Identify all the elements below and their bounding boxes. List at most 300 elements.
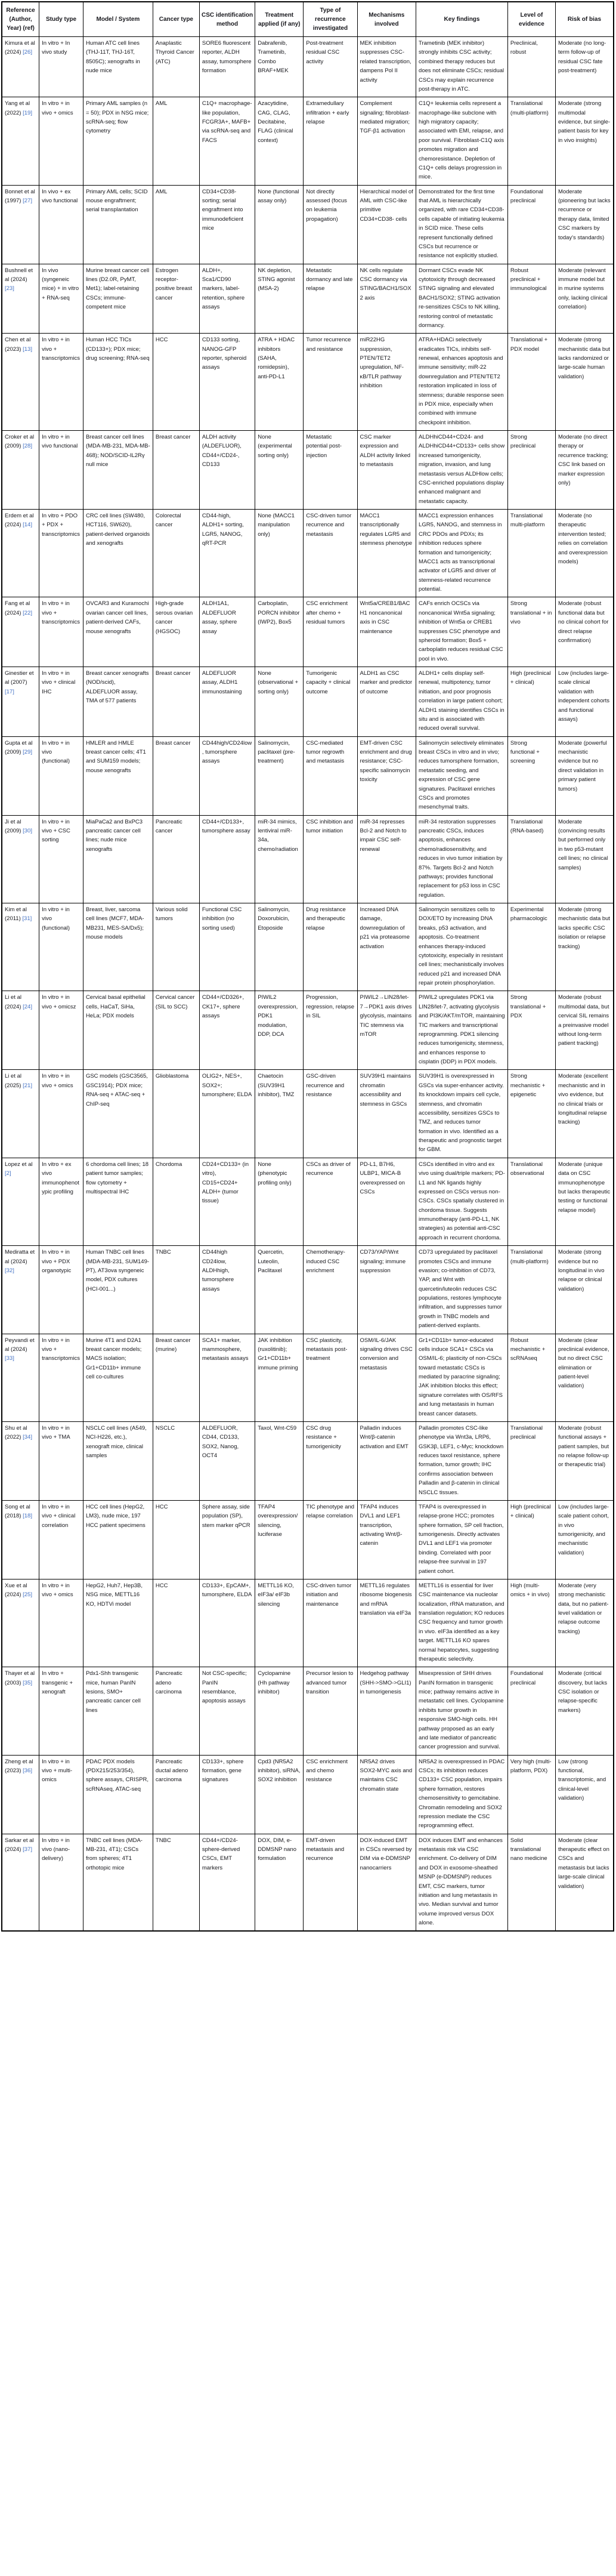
cell-model: Primary AML samples (n = 50); PDX in NSG mice; scRNA-seq; flow cytometry [83,97,153,185]
table-row [2,264,614,334]
cell-treatment: DOX, DIM, e-DDMSNP nano formulation [255,1834,304,1931]
cell-mechanism: TFAP4 induces DVL1 and LEF1 transcription, activating Wnt/β-catenin [357,1500,416,1579]
cell-treatment: Quercetin, Luteolin, Paclitaxel [255,1246,304,1334]
cell-reference [2,97,39,185]
cell-model: HMLER and HMLE breast cancer cells; 4T1 and SUM159 models; mouse xenografts [83,736,153,815]
cell-cancer-type: TNBC [153,1246,199,1334]
table-row [2,1500,614,1579]
column-header-1: Study type [39,2,83,37]
cell-study-type: In vitro + in vivo + multi-omics [39,1755,83,1834]
reference-citation: Fang et al (2024) [5,600,30,616]
cell-risk-of-bias: Moderate (clear preclinical evidence, but no direct CSC elimination or patient-level validation) [555,1334,614,1421]
cell-study-type: In vitro + in vivo (functional) [39,903,83,991]
cell-evidence: Translational (multi-platform) [507,1246,555,1334]
cell-mechanism: CD73/YAP/Wnt signaling; immune suppression [357,1246,416,1334]
cell-evidence: Strong preclinical [507,431,555,510]
reference-link[interactable]: [13] [23,345,32,353]
cell-evidence: Foundational preclinical [507,1667,555,1755]
cell-risk-of-bias: Low (includes large-scale clinical validation with independent cohorts and functional assays) [555,667,614,737]
cell-cancer-type: Pancreatic cancer [153,815,199,903]
reference-link[interactable]: [31] [22,915,32,923]
reference-link[interactable]: [2] [5,1170,11,1177]
cell-treatment: None (observational + sorting only) [255,667,304,737]
cell-study-type: In vitro + in vivo + TMA [39,1421,83,1500]
column-header-2: Model / System [83,2,153,37]
cell-cancer-type: Estrogen receptor-positive breast cancer [153,264,199,334]
cell-recurrence: Post-treatment residual CSC activity [304,37,357,97]
cell-cancer-type: AML [153,97,199,185]
cell-key-findings: PIWIL2 upregulates PDK1 via LIN28/let-7, activating glycolysis and PI3K/AKT/mTOR, maintaining TIC markers and transcriptional reprogramming. PDK1 silencing reduces tumorigenicity, stemness, and enhances response to cisplatin (DDP) in PDX models. [416,991,508,1070]
cell-risk-of-bias: Moderate (powerful mechanistic evidence but no direct validation in primary patient tumors) [555,736,614,815]
cell-reference [2,736,39,815]
cell-recurrence: CSC inhibition and tumor initiation [304,815,357,903]
cell-cancer-type: NSCLC [153,1421,199,1500]
reference-link[interactable]: [36] [23,1767,32,1774]
cell-mechanism: Hedgehog pathway (SHH->SMO->GLI1) in tumorigenesis [357,1667,416,1755]
cell-key-findings: Dormant CSCs evade NK cytotoxicity through decreased STING signaling and elevated BACH1/SOX2; STING activation re-sensitizes CSCs to NK killing, restoring control of metastatic dormancy. [416,264,508,334]
cell-risk-of-bias: Moderate (critical discovery, but lacks CSC isolation or relapse-specific markers) [555,1667,614,1755]
cell-study-type: In vitro + in vivo + clinical IHC [39,667,83,737]
cell-evidence: High (preclinical + clinical) [507,667,555,737]
cell-key-findings: NR5A2 is overexpressed in PDAC CSCs; its inhibition reduces CD133+ CSC population, impairs sphere formation, restores chemosensitivity to gemcitabine. Chromatin remodeling and SOX2 repression mediate the CSC reprogramming effect. [416,1755,508,1834]
cell-model: Human HCC TICs (CD133+); PDX mice; drug screening; RNA-seq [83,334,153,431]
column-header-9: Level of evidence [507,2,555,37]
cell-recurrence: Not directly assessed (focus on leukemia propagation) [304,185,357,264]
cell-risk-of-bias: Moderate (no direct therapy or recurrence tracking; CSC link based on marker expression only) [555,431,614,510]
cell-model: 6 chordoma cell lines; 18 patient tumor samples; flow cytometry + multispectral IHC [83,1158,153,1245]
cell-mechanism: ALDH1 as CSC marker and predictor of outcome [357,667,416,737]
cell-cancer-type: Breast cancer [153,667,199,737]
cell-study-type: In vivo + ex vivo functional [39,185,83,264]
cell-evidence: Translational (multi-platform) [507,97,555,185]
cell-treatment: METTL16 KO, eIF3a/ eIF3b silencing [255,1579,304,1667]
cell-csc-method: ALDH1A1, ALDEFLUOR assay, sphere assay [199,597,255,667]
cell-reference [2,264,39,334]
cell-evidence: Preclinical, robust [507,37,555,97]
reference-link[interactable]: [22] [23,609,32,616]
cell-csc-method: Functional CSC inhibition (no sorting used) [199,903,255,991]
cell-risk-of-bias: Moderate (robust functional assays + patient samples, but no relapse follow-up or therapeutic trial) [555,1421,614,1500]
reference-citation: Xue et al (2024) [5,1582,27,1599]
cell-evidence: Strong mechanistic + epigenetic [507,1070,555,1158]
cell-treatment: PIWIL2 overexpression, PDK1 modulation, DDP, DCA [255,991,304,1070]
cell-csc-method: Sphere assay, side population (SP), stem marker qPCR [199,1500,255,1579]
cell-risk-of-bias: Moderate (unique data on CSC immunophenotype but lacks therapeutic testing or functional relapse model) [555,1158,614,1245]
studies-table [1,1,614,1932]
cell-model: Cervical basal epithelial cells, HaCaT, SiHa, HeLa; PDX models [83,991,153,1070]
cell-reference [2,1834,39,1931]
cell-cancer-type: HCC [153,1500,199,1579]
table-row [2,597,614,667]
reference-link[interactable]: [26] [23,49,32,56]
reference-link[interactable]: [30] [23,828,32,834]
cell-recurrence: Chemotherapy-induced CSC enrichment [304,1246,357,1334]
cell-recurrence: EMT-driven metastasis and recurrence [304,1834,357,1931]
cell-model: Breast cancer cell lines (MDA-MB-231, MDA-MB-468); NOD/SCID-IL2Rγ null mice [83,431,153,510]
reference-link[interactable]: [24] [23,1003,32,1010]
cell-key-findings: C1Q+ leukemia cells represent a macrophage-like subclone with high migratory capacity; associated with EMI, relapse, and poor survival. Fibroblast-C1Q axis promotes migration and chemoresistance. Depletion of C1Q+ cells delays progression in mice. [416,97,508,185]
cell-cancer-type: Breast cancer [153,431,199,510]
reference-citation: Erdem et al (2024) [5,513,34,529]
cell-key-findings: Salinomycin sensitizes cells to DOX/ETO by increasing DNA breaks, p53 activation, and apoptosis. Co-treatment enhances therapy-induced cytotoxicity, especially in resistant cell lines; mechanistically involves reduced p21 and increased DNA repair protein phosphorylation. [416,903,508,991]
reference-link[interactable]: [35] [23,1679,32,1686]
cell-cancer-type: Chordoma [153,1158,199,1245]
cell-mechanism: Palladin induces Wnt/β-catenin activation and EMT [357,1421,416,1500]
cell-risk-of-bias: Moderate (strong multimodal evidence, but single-patient basis for key in vivo insights) [555,97,614,185]
cell-mechanism: NK cells regulate CSC dormancy via STING/BACH1/SOX2 axis [357,264,416,334]
cell-model: Pdx1-Shh transgenic mice, human PanIN lesions, SMO+ pancreatic cancer cell lines [83,1667,153,1755]
cell-mechanism: OSM/IL-6/JAK signaling drives CSC conversion and metastasis [357,1334,416,1421]
cell-cancer-type: Breast cancer [153,736,199,815]
cell-csc-method: CD34+CD38- sorting; serial engraftment into immunodeficient mice [199,185,255,264]
cell-mechanism: Increased DNA damage, downregulation of p21 via proteasome activation [357,903,416,991]
cell-recurrence: Tumorigenic capacity + clinical outcome [304,667,357,737]
table-row [2,815,614,903]
cell-cancer-type: Pancreatic ductal adeno carcinoma [153,1755,199,1834]
cell-evidence: Strong functional + screening [507,736,555,815]
cell-cancer-type: Pancreatic adeno carcinoma [153,1667,199,1755]
cell-risk-of-bias: Moderate (no therapeutic intervention tested; relies on correlation and overexpression models) [555,510,614,597]
cell-evidence: Translational multi-platform [507,510,555,597]
column-header-3: Cancer type [153,2,199,37]
cell-model: CRC cell lines (SW480, HCT116, SW620), patient-derived organoids and xenografts [83,510,153,597]
cell-risk-of-bias: Moderate (strong evidence but no longitudinal in vivo relapse or clinical validation) [555,1246,614,1334]
cell-model: HepG2, Huh7, Hep3B, NSG mice, METTL16 KO, HDTVi model [83,1579,153,1667]
reference-link[interactable]: [28] [23,443,32,450]
reference-citation: Sarkar et al (2024) [5,1837,34,1853]
reference-link[interactable]: [34] [23,1434,32,1441]
cell-study-type: In vitro + In vivo study [39,37,83,97]
cell-mechanism: miR-34 represses Bcl-2 and Notch to impair CSC self-renewal [357,815,416,903]
cell-key-findings: CSCs identified in vitro and ex vivo using dual/triple markers; PD-L1 and NK ligands highly expressed on CSCs versus non-CSCs. CSCs spatially clustered in chordoma tissue. Suggests immunotherapy (anti-PD-L1, NK strategies) as potential anti-CSC approach in recurrent chordoma. [416,1158,508,1245]
cell-key-findings: ALDHhiCD44+CD24- and ALDHhiCD44+CD133+ cells show increased tumorigenicity, migration, invasion, and lung metastasis versus ALDHlow cells; CSC-enriched populations display enhanced malignant and metastatic capacity. [416,431,508,510]
cell-study-type: In vitro + PDO + PDX + transcriptomics [39,510,83,597]
reference-citation: Peyvandi et al (2024) [5,1337,35,1353]
table-row [2,97,614,185]
cell-study-type: In vitro + in vivo + omics [39,97,83,185]
reference-citation: Bushnell et al (2024) [5,267,33,283]
cell-treatment: Azacytidine, CAG, CLAG, Decitabine, FLAG (clinical context) [255,97,304,185]
reference-link[interactable]: [14] [23,522,32,529]
cell-recurrence: CSC-driven tumor recurrence and metastasis [304,510,357,597]
cell-recurrence: CSC enrichment and chemo resistance [304,1755,357,1834]
cell-evidence: High (multi-omics + in vivo) [507,1579,555,1667]
reference-citation: Li et al (2024) [5,994,23,1010]
cell-study-type: In vitro + in vivo + transcriptomics [39,334,83,431]
cell-model: Primary AML cells; SCID mouse engraftment; serial transplantation [83,185,153,264]
cell-recurrence: CSC plasticity, metastasis post-treatment [304,1334,357,1421]
cell-study-type: In vitro + ex vivo immunophenotypic profiling [39,1158,83,1245]
cell-treatment: Salinomycin, paclitaxel (pre-treatment) [255,736,304,815]
cell-evidence: Experimental pharmacologic [507,903,555,991]
reference-citation: Bonnet et al (1997) [5,188,35,204]
reference-citation: Zheng et al (2023) [5,1758,33,1774]
cell-reference [2,597,39,667]
cell-model: Breast, liver, sarcoma cell lines (MCF7, MDA-MB231, MES-SA/Dx5); mouse models [83,903,153,991]
cell-recurrence: Extramedullary infiltration + early relapse [304,97,357,185]
cell-csc-method: OLIG2+, NES+, SOX2+; tumorsphere; ELDA [199,1070,255,1158]
column-header-0: Reference (Author, Year) (ref) [2,2,39,37]
cell-risk-of-bias: Moderate (pioneering but lacks recurrence or therapy data, limited CSC markers by today's standards) [555,185,614,264]
cell-mechanism: NR5A2 drives SOX2-MYC axis and maintains CSC chromatin state [357,1755,416,1834]
cell-study-type: In vitro + in vivo + omics [39,1579,83,1667]
cell-csc-method: CD44+/CD326+, CK17+, sphere assays [199,991,255,1070]
cell-cancer-type: Breast cancer (murine) [153,1334,199,1421]
studies-tbody [2,37,614,1932]
cell-recurrence: Progression, regression, relapse in SIL [304,991,357,1070]
cell-evidence: High (preclinical + clinical) [507,1500,555,1579]
header-row [2,2,614,37]
column-header-8: Key findings [416,2,508,37]
cell-csc-method: CD133+, EpCAM+, tumorsphere, ELDA [199,1579,255,1667]
cell-model: Human TNBC cell lines (MDA-MB-231, SUM149-PT), AT3ova syngeneic model, PDX cultures (HCI-001...) [83,1246,153,1334]
cell-treatment: NK depletion, STING agonist (MSA-2) [255,264,304,334]
cell-cancer-type: Cervical cancer (SIL to SCC) [153,991,199,1070]
cell-mechanism: CSC marker expression and ALDH activity linked to metastasis [357,431,416,510]
cell-reference [2,1579,39,1667]
cell-treatment: Taxol, Wnt-C59 [255,1421,304,1500]
cell-treatment: JAK inhibition (ruxolitinib); Gr1+CD11b+ immune priming [255,1334,304,1421]
cell-csc-method: CD133+, sphere formation, gene signatures [199,1755,255,1834]
reference-link[interactable]: [32] [5,1267,14,1274]
cell-cancer-type: HCC [153,1579,199,1667]
cell-model: Murine breast cancer cell lines (D2.0R, PyMT, Met1); label-retaining CSCs; immune-competent mice [83,264,153,334]
cell-model: HCC cell lines (HepG2, LM3), nude mice, 197 HCC patient specimens [83,1500,153,1579]
cell-risk-of-bias: Moderate (robust functional data but no clinical cohort for direct relapse confirmation) [555,597,614,667]
cell-key-findings: Palladin promotes CSC-like phenotype via Wnt3a, LRP6, GSK3β, LEF1, c-Myc; knockdown reduces taxol resistance, sphere formation, tumor growth; IHC confirms association between Palladin and β-catenin in clinical NSCLC tissues. [416,1421,508,1500]
table-row [2,1834,614,1931]
cell-cancer-type: HCC [153,334,199,431]
cell-key-findings: ALDH1+ cells display self-renewal, multipotency, tumor initiation, and poor prognosis correlation in large patient cohort; ALDH1 staining identifies CSCs in situ and is associated with reduced overall survival. [416,667,508,737]
cell-mechanism: miR22HG suppression, PTEN/TET2 upregulation, NF-κB/TLR pathway inhibition [357,334,416,431]
cell-key-findings: ATRA+HDACi selectively eradicates TICs, inhibits self-renewal, enhances apoptosis and immune sensitivity; miR-22 downregulation and PTEN/TET2 restoration implicated in loss of stemness; durable response seen in PDX mice, especially when combined with immune checkpoint inhibition. [416,334,508,431]
table-row [2,736,614,815]
reference-citation: Kimura et al (2024) [5,40,35,56]
table-row [2,1667,614,1755]
cell-risk-of-bias: Moderate (no long-term follow-up of residual CSC fate post-treatment) [555,37,614,97]
cell-recurrence: CSC-driven tumor initiation and maintenance [304,1579,357,1667]
cell-risk-of-bias: Moderate (excellent mechanistic and in vivo evidence, but no clinical trials or longitudinal relapse tracking) [555,1070,614,1158]
cell-csc-method: CD44high/CD24low, tumorsphere assays [199,736,255,815]
reference-citation: Song et al (2018) [5,1503,30,1520]
cell-cancer-type: Anaplastic Thyroid Cancer (ATC) [153,37,199,97]
reference-citation: Thayer et al (2003) [5,1670,35,1686]
reference-link[interactable]: [17] [5,688,14,695]
reference-citation: Ginestier et al (2007) [5,670,34,686]
cell-key-findings: miR-34 restoration suppresses pancreatic CSCs, induces apoptosis, enhances chemo/radiosensitivity, and reduces in vivo tumor initiation by 87%. Targets Bcl-2 and Notch pathways; provides functional replacement for p53 loss in CSC regulation. [416,815,508,903]
cell-key-findings: METTL16 is essential for liver CSC maintenance via nucleolar localization, rRNA maturation, and translation regulation; KO reduces CSC frequency and tumor growth in vivo. eIF3a identified as a key target. METTL16 KO spares normal hepatocytes, suggesting therapeutic selectivity. [416,1579,508,1667]
reference-link[interactable]: [27] [23,198,32,204]
column-header-4: CSC identification method [199,2,255,37]
table-row [2,185,614,264]
cell-key-findings: SUV39H1 is overexpressed in GSCs via super-enhancer activity. Its knockdown impairs cell cycle, stemness, and chromatin accessibility, sensitizes GSCs to TMZ, and reduces tumor formation in vivo. Identified as a therapeutic and prognostic target for GBM. [416,1070,508,1158]
reference-link[interactable]: [21] [23,1082,32,1089]
cell-evidence: Translational preclinical [507,1421,555,1500]
cell-risk-of-bias: Low (includes large-scale patient cohort, in vivo tumorigenicity, and mechanistic validation) [555,1500,614,1579]
cell-mechanism: MACC1 transcriptionally regulates LGR5 and stemness phenotype [357,510,416,597]
cell-csc-method: CD44high CD24low, ALDHhigh, tumorsphere assays [199,1246,255,1334]
cell-reference [2,1500,39,1579]
cell-study-type: In vitro + transgenic + xenograft [39,1667,83,1755]
cell-study-type: In vitro + in vivo (functional) [39,736,83,815]
cell-key-findings: MACC1 expression enhances LGR5, NANOG, and stemness in CRC PDOs and PDXs; its inhibition reduces sphere formation and tumorigenicity; MACC1 acts as transcriptional activator of LGR5 and driver of stemness-related recurrence potential. [416,510,508,597]
cell-evidence: Robust mechanistic + scRNAseq [507,1334,555,1421]
cell-reference [2,1246,39,1334]
cell-reference [2,1755,39,1834]
reference-citation: Shu et al (2022) [5,1424,27,1441]
cell-reference [2,667,39,737]
table-row [2,667,614,737]
cell-recurrence: CSC drug resistance + tumorigenicity [304,1421,357,1500]
table-row [2,1755,614,1834]
cell-reference [2,510,39,597]
cell-reference [2,1070,39,1158]
cell-csc-method: CD44-high, ALDH1+ sorting, LGR5, NANOG, qRT-PCR [199,510,255,597]
cell-risk-of-bias: Moderate (very strong mechanistic data, but no patient-level validation or relapse outcome tracking) [555,1579,614,1667]
cell-csc-method: C1Q+ macrophage-like population, FCGR3A+, MAFB+ via scRNA-seq and FACS [199,97,255,185]
cell-reference [2,903,39,991]
cell-risk-of-bias: Moderate (relevant immune model but in murine systems only, lacking clinical correlation) [555,264,614,334]
cell-key-findings: Salinomycin selectively eliminates breast CSCs in vitro and in vivo; reduces tumorsphere formation, metastatic seeding, and expression of CSC gene signatures. Paclitaxel enriches CSCs and promotes mesenchymal traits. [416,736,508,815]
cell-csc-method: CD24+CD133+ (in vitro), CD15+CD24+ ALDH+ (tumor tissue) [199,1158,255,1245]
reference-citation: Mediratta et al (2024) [5,1249,35,1265]
cell-mechanism: SUV39H1 maintains chromatin accessibility and stemness in GSCs [357,1070,416,1158]
table-row [2,903,614,991]
cell-study-type: In vitro + in vivo + PDX organotypic [39,1246,83,1334]
cell-cancer-type: Colorectal cancer [153,510,199,597]
cell-treatment: None (functional assay only) [255,185,304,264]
cell-risk-of-bias: Moderate (clear therapeutic effect on CSCs and metastasis but lacks large-scale clinical validation) [555,1834,614,1931]
reference-link[interactable]: [37] [23,1846,32,1853]
cell-study-type: In vitro + in vivo + omicsz [39,991,83,1070]
cell-key-findings: Misexpression of SHH drives PanIN formation in transgenic mice; pathway remains active in metastatic cell lines. Cyclopamine inhibits tumor growth in responsive SMO-high cells. HH pathway proposed as an early and late mediator of pancreatic cancer progression and survival. [416,1667,508,1755]
cell-evidence: Translational + PDX model [507,334,555,431]
cell-treatment: ATRA + HDAC inhibitors (SAHA, romidepsin), anti-PD-L1 [255,334,304,431]
cell-csc-method: ALDEFLUOR, CD44, CD133, SOX2, Nanog, OCT4 [199,1421,255,1500]
reference-link[interactable]: [29] [23,749,32,755]
cell-mechanism: PIWIL2→LIN28/let-7→PDK1 axis drives glycolysis, maintains TIC stemness via mTOR [357,991,416,1070]
table-row [2,334,614,431]
column-header-5: Treatment applied (if any) [255,2,304,37]
cell-evidence: Translational observational [507,1158,555,1245]
cell-study-type: In vitro + in vivo (nano-delivery) [39,1834,83,1931]
cell-treatment: None (phenotypic profiling only) [255,1158,304,1245]
cell-study-type: In vitro + in vivo + transcriptomics [39,597,83,667]
cell-treatment: Cpd3 (NR5A2 inhibitor), siRNA, SOX2 inhibition [255,1755,304,1834]
cell-model: Human ATC cell lines (THJ-11T, THJ-16T, 8505C); xenografts in nude mice [83,37,153,97]
cell-cancer-type: Glioblastoma [153,1070,199,1158]
reference-citation: Gupta et al (2009) [5,739,33,755]
cell-reference [2,815,39,903]
cell-csc-method: ALDH activity (ALDEFLUOR), CD44+/CD24-, CD133 [199,431,255,510]
cell-model: Murine 4T1 and D2A1 breast cancer models; MACS isolation; Gr1+CD11b+ immune cell co-cultures [83,1334,153,1421]
cell-key-findings: CAFs enrich OCSCs via noncanonical Wnt5a signaling; inhibition of Wnt5a or CREB1 suppresses CSC phenotype and spheroid formation; Box5 + carboplatin reduces residual CSC pool in vivo. [416,597,508,667]
table-row [2,510,614,597]
cell-recurrence: Drug resistance and therapeutic relapse [304,903,357,991]
cell-mechanism: EMT-driven CSC enrichment and drug resistance; CSC-specific salinomycin toxicity [357,736,416,815]
cell-evidence: Strong translational + PDX [507,991,555,1070]
cell-recurrence: CSCs as driver of recurrence [304,1158,357,1245]
cell-reference [2,991,39,1070]
cell-model: GSC models (GSC3565, GSC1914); PDX mice; RNA-seq + ATAC-seq + ChIP-seq [83,1070,153,1158]
cell-risk-of-bias: Moderate (convincing results but performed only in two p53-mutant cell lines; no clinical samples) [555,815,614,903]
cell-reference [2,1158,39,1245]
cell-key-findings: Trametinib (MEK inhibitor) strongly inhibits CSC activity; combined therapy reduces but does not eliminate CSCs; residual CSCs may explain recurrence post-therapy in ATC. [416,37,508,97]
cell-treatment: Salinomycin, Doxorubicin, Etoposide [255,903,304,991]
cell-model: PDAC PDX models (PDX215/253/354), sphere assays, CRISPR, scRNAseq, ATAC-seq [83,1755,153,1834]
cell-key-findings: Gr1+CD11b+ tumor-educated cells induce SCA1+ CSCs via OSM/IL-6; plasticity of non-CSCs toward metastatic CSCs is mediated by paracrine signaling; JAK inhibition blocks this effect; signature correlates with OS/RFS and lung metastasis in human breast cancer datasets. [416,1334,508,1421]
cell-key-findings: CD73 upregulated by paclitaxel promotes CSCs and immune evasion; co-inhibition of CD73, YAP, and Wnt with quercetin/luteolin reduces CSC populations, restores lymphocyte infiltration, and suppresses tumor growth in TNBC models and patient-derived explants. [416,1246,508,1334]
cell-csc-method: CD44+/CD24- sphere-derived CSCs, EMT markers [199,1834,255,1931]
reference-link[interactable]: [18] [23,1513,32,1520]
cell-mechanism: MEK inhibition suppresses CSC-related transcription, dampens Pol II activity [357,37,416,97]
cell-study-type: In vitro + in vivo + CSC sorting [39,815,83,903]
reference-citation: Li et al (2025) [5,1073,23,1089]
cell-treatment: Chaetocin (SUV39H1 inhibitor), TMZ [255,1070,304,1158]
cell-mechanism: Wnt5a/CREB1/BACH1 noncanonical axis in CSC maintenance [357,597,416,667]
column-header-10: Risk of bias [555,2,614,37]
cell-cancer-type: AML [153,185,199,264]
cell-key-findings: TFAP4 is overexpressed in relapse-prone HCC; promotes sphere formation, SP cell fraction, tumorigenesis. Directly activates DVL1 and LEF1 via promoter binding. Correlated with poor relapse-free survival in 197 patient cohort. [416,1500,508,1579]
cell-recurrence: GSC-driven recurrence and resistance [304,1070,357,1158]
cell-mechanism: Hierarchical model of AML with CSC-like primitive CD34+CD38- cells [357,185,416,264]
cell-reference [2,37,39,97]
cell-study-type: In vivo (syngeneic mice) + in vitro + RNA-seq [39,264,83,334]
cell-reference [2,185,39,264]
cell-cancer-type: High-grade serous ovarian cancer (HGSOC) [153,597,199,667]
reference-link[interactable]: [19] [23,109,32,116]
reference-link[interactable]: [25] [23,1591,32,1599]
cell-model: NSCLC cell lines (A549, NCI-H226, etc.), xenograft mice, clinical samples [83,1421,153,1500]
reference-citation: Chen et al (2023) [5,337,31,353]
cell-recurrence: TIC phenotype and relapse correlation [304,1500,357,1579]
cell-evidence: Solid translational nano medicine [507,1834,555,1931]
cell-key-findings: DOX induces EMT and enhances metastasis risk via CSC enrichment. Co-delivery of DIM and DOX in exosome-sheathed MSNP (e-DDMSNP) reduces EMT, CSC markers, tumor initiation and lung metastasis in vivo. Median survival and tumor volume improved versus DOX alone. [416,1834,508,1931]
cell-csc-method: ALDH+, Sca1/CD90 markers, label-retention, sphere assays [199,264,255,334]
cell-risk-of-bias: Low (strong functional, transcriptomic, and clinical-level validation) [555,1755,614,1834]
cell-treatment: miR-34 mimics, lentiviral miR-34a, chemo/radiation [255,815,304,903]
cell-model: MiaPaCa2 and BxPC3 pancreatic cancer cell lines; nude mice xenografts [83,815,153,903]
cell-reference [2,1667,39,1755]
cell-csc-method: CD133 sorting, NANOG-GFP reporter, spheroid assays [199,334,255,431]
cell-risk-of-bias: Moderate (strong mechanistic data but lacks specific CSC isolation or relapse tracking) [555,903,614,991]
reference-citation: Kim et al (2011) [5,906,27,923]
cell-model: TNBC cell lines (MDA-MB-231, 4T1); CSCs from spheres; 4T1 orthotopic mice [83,1834,153,1931]
reference-link[interactable]: [23] [5,285,14,292]
cell-csc-method: Not CSC-specific; PanIN resemblance, apoptosis assays [199,1667,255,1755]
cell-treatment: Cyclopamine (Hh pathway inhibitor) [255,1667,304,1755]
table-row [2,431,614,510]
reference-citation: Lopez et al [5,1161,33,1168]
table-row [2,1421,614,1500]
cell-csc-method: SCA1+ marker, mammosphere, metastasis assays [199,1334,255,1421]
table-row [2,1579,614,1667]
reference-citation: Croker et al (2009) [5,434,35,450]
cell-model: OVCAR3 and Kuramochi ovarian cancer cell lines, patient-derived CAFs, mouse xenografts [83,597,153,667]
table-row [2,37,614,97]
cell-study-type: In vitro + in vivo + clinical correlation [39,1500,83,1579]
cell-key-findings: Demonstrated for the first time that AML is hierarchically organized, with rare CD34+CD38- cells capable of initiating leukemia in SCID mice. These cells represent functionally defined CSCs but recurrence or resistance not explicitly studied. [416,185,508,264]
cell-study-type: In vitro + in vivo functional [39,431,83,510]
cell-evidence: Strong translational + in vivo [507,597,555,667]
cell-mechanism: DOX-induced EMT in CSCs reversed by DIM via e-DDMSNP nanocarriers [357,1834,416,1931]
reference-link[interactable]: [33] [5,1355,14,1362]
cell-treatment: Carboplatin, PORCN inhibitor (IWP2), Box5 [255,597,304,667]
column-header-7: Mechanisms involved [357,2,416,37]
cell-risk-of-bias: Moderate (robust multimodal data, but cervical SIL remains a preinvasive model without long-term patient tracking) [555,991,614,1070]
cell-recurrence: Tumor recurrence and resistance [304,334,357,431]
cell-recurrence: Metastatic potential post-injection [304,431,357,510]
